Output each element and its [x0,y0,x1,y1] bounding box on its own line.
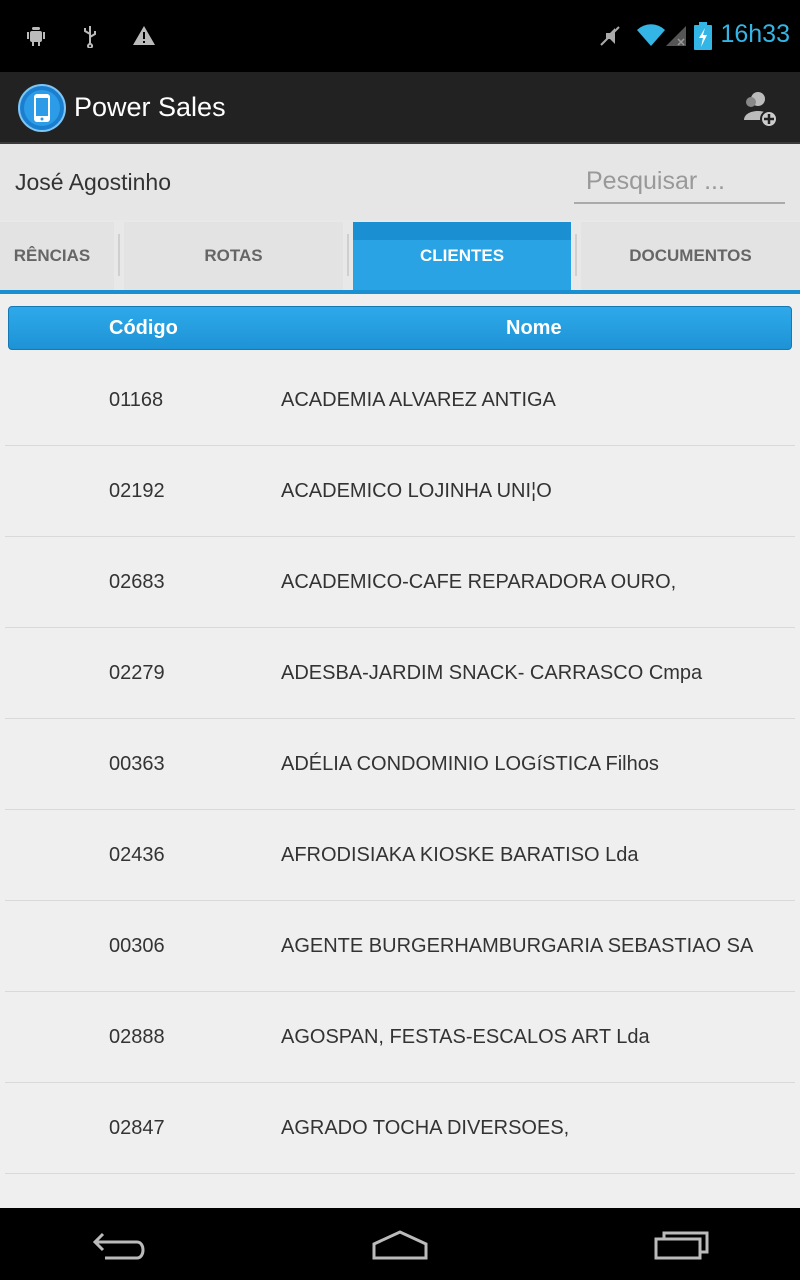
app-logo-icon[interactable] [18,84,66,132]
signal-icon [664,24,688,48]
tab-documentos[interactable] [581,222,800,290]
tab-label: DOCUMENTOS [629,246,752,265]
add-user-icon[interactable] [738,88,780,130]
tab-label: CLIENTES [419,246,505,265]
tab-bar [0,220,800,294]
tab-label: ROTAS [204,246,263,265]
warning-icon [132,24,156,48]
client-code: 02888 [109,1026,165,1048]
action-bar [0,72,800,144]
client-name: ACADEMICO-CAFE REPARADORA OURO, [281,571,677,593]
column-header-code[interactable]: Código [109,317,178,339]
table-row[interactable] [0,810,800,901]
client-name: ACADEMIA ALVAREZ ANTIGA [281,389,556,411]
client-code: 02683 [109,571,165,593]
tab-rotas[interactable] [124,222,343,290]
client-name: ADESBA-JARDIM SNACK- CARRASCO Cmpa [281,662,703,684]
client-code: 00306 [109,935,165,957]
home-icon[interactable] [365,1224,435,1264]
recent-apps-icon[interactable] [647,1224,717,1264]
wifi-icon [636,24,666,48]
battery-charging-icon [694,22,712,50]
tab-ocorrencias[interactable] [0,222,114,290]
back-icon[interactable] [85,1224,155,1264]
user-name: José Agostinho [15,169,172,195]
client-code: 02279 [109,662,165,684]
table-row[interactable] [0,992,800,1083]
status-bar [0,0,800,72]
client-name: ADÉLIA CONDOMINIO LOGíSTICA Filhos [281,753,659,775]
client-name: ACADEMICO LOJINHA UNI¦O [281,480,552,502]
client-code: 02847 [109,1117,165,1139]
table-row[interactable] [0,1083,800,1174]
search-field [574,162,785,204]
tab-divider [347,234,349,276]
client-code: 00363 [109,753,165,775]
column-header-name[interactable]: Nome [506,317,562,339]
mute-icon [598,24,622,48]
client-name: AGOSPAN, FESTAS-ESCALOS ART Lda [281,1026,650,1048]
tab-clientes[interactable] [353,222,571,290]
table-row[interactable] [0,719,800,810]
tab-divider [575,234,577,276]
user-bar [0,144,800,220]
table-row[interactable] [0,537,800,628]
table-row[interactable] [0,446,800,537]
navigation-bar [0,1208,800,1280]
client-name: AFRODISIAKA KIOSKE BARATISO Lda [281,844,639,866]
client-list [0,355,800,1174]
app-title: Power Sales [74,92,226,122]
client-name: AGRADO TOCHA DIVERSOES, [281,1117,570,1139]
usb-icon [78,24,102,48]
client-code: 02436 [109,844,165,866]
tab-divider [118,234,120,276]
tab-label: RÊNCIAS [13,246,91,265]
android-debug-icon [24,24,48,48]
client-code: 02192 [109,480,165,502]
status-time: 16h33 [720,20,790,48]
table-row[interactable] [0,355,800,446]
table-row[interactable] [0,901,800,992]
table-header [8,306,792,350]
table-row[interactable] [0,628,800,719]
search-input[interactable] [574,162,785,200]
client-name: AGENTE BURGERHAMBURGARIA SEBASTIAO SA [281,935,754,957]
client-code: 01168 [109,389,164,411]
